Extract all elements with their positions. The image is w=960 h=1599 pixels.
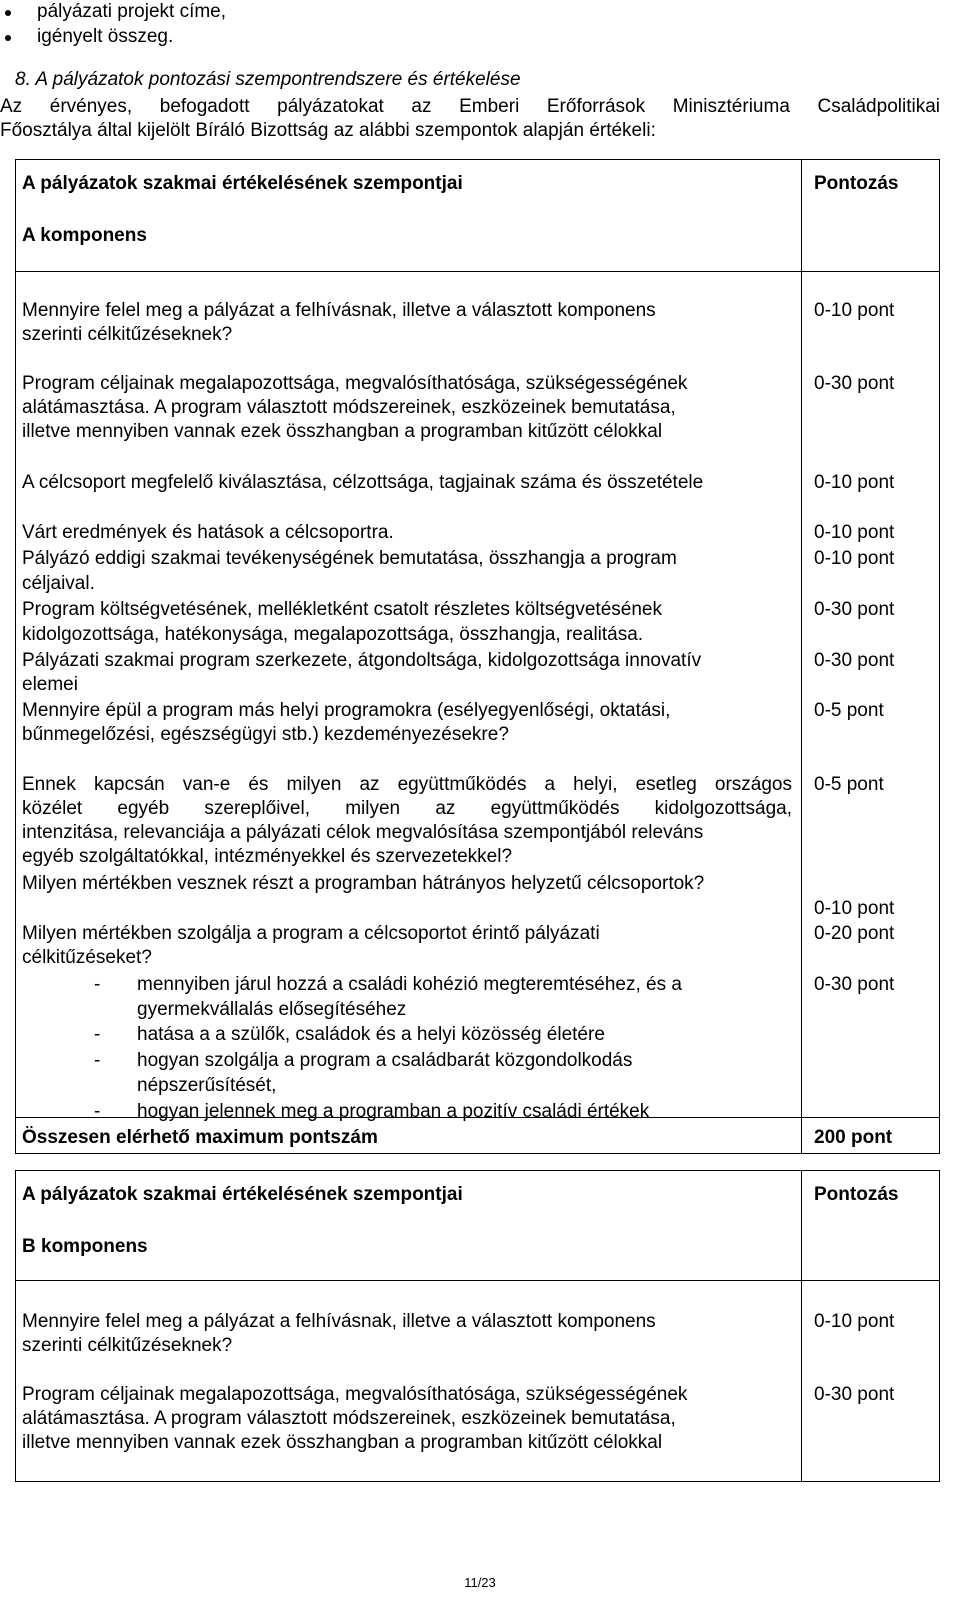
table-a-component: A komponens <box>22 225 147 246</box>
criteria-line: Milyen mértékben vesznek részt a programban hátrányos helyzetű célcsoportok? <box>22 873 705 894</box>
criteria-line: Milyen mértékben szolgálja a program a célcsoportot érintő pályázati <box>22 923 600 944</box>
criteria-line: Ennek kapcsán van-e és milyen az együttműködés a helyi, esetleg országos <box>22 774 792 795</box>
dash-marker: - <box>94 974 101 995</box>
section-heading: 8. A pályázatok pontozási szempontrendszere és értékelése <box>15 69 521 90</box>
points-value: 0-5 pont <box>814 774 884 795</box>
dash-marker: - <box>94 1024 101 1045</box>
criteria-line: céljaival. <box>22 573 95 594</box>
table-a-header-criteria: A pályázatok szakmai értékelésének szempontjai <box>22 173 463 194</box>
points-value: 0-5 pont <box>814 700 884 721</box>
criteria-line: egyéb szolgáltatókkal, intézményekkel és szervezetekkel? <box>22 846 513 867</box>
intro-line: Főosztálya által kijelölt Bíráló Bizottság az alábbi szempontok alapján értékeli: <box>0 120 656 141</box>
row-divider <box>16 1280 939 1281</box>
points-value: 0-10 pont <box>814 898 895 919</box>
criteria-line: Mennyire épül a program más helyi programokra (esélyegyenlőségi, oktatási, <box>22 700 671 721</box>
table-b-header-points: Pontozás <box>814 1184 899 1205</box>
criteria-line: Mennyire felel meg a pályázat a felhívásnak, illetve a választott komponens <box>22 1311 656 1332</box>
page-number: 11/23 <box>464 1575 496 1590</box>
sub-item-line: gyermekvállalás elősegítéséhez <box>137 999 407 1020</box>
dash-marker: - <box>94 1101 101 1122</box>
criteria-line: Pályázó eddigi szakmai tevékenységének bemutatása, összhangja a program <box>22 548 677 569</box>
dash-marker: - <box>94 1050 101 1071</box>
points-value: 0-30 pont <box>814 599 895 620</box>
points-value: 0-30 pont <box>814 373 895 394</box>
criteria-line: illetve mennyiben vannak ezek összhangban a programban kitűzött célokkal <box>22 1432 663 1453</box>
criteria-line: közélet egyéb szereplőivel, milyen az együttműködés kidolgozottsága, <box>22 798 792 819</box>
column-divider <box>801 1171 802 1481</box>
total-points: 200 pont <box>814 1127 893 1148</box>
table-a-header-points: Pontozás <box>814 173 899 194</box>
bullet-text: igényelt összeg. <box>37 26 174 47</box>
row-divider <box>16 271 939 272</box>
table-b-header-criteria: A pályázatok szakmai értékelésének szempontjai <box>22 1184 463 1205</box>
criteria-line: alátámasztása. A program választott módszereinek, eszközeinek bemutatása, <box>22 1408 676 1429</box>
criteria-line: Program céljainak megalapozottsága, megvalósíthatósága, szükségességének <box>22 373 688 394</box>
criteria-line: célkitűzéseket? <box>22 947 152 968</box>
criteria-line: elemei <box>22 674 78 695</box>
criteria-line: kidolgozottsága, hatékonysága, megalapozottsága, összhangja, realitása. <box>22 624 644 645</box>
criteria-line: intenzitása, relevanciája a pályázati célok megvalósítása szempontjából releváns <box>22 822 704 843</box>
points-value: 0-20 pont <box>814 923 895 944</box>
sub-item-line: mennyiben járul hozzá a családi kohézió megteremtéséhez, és a <box>137 974 682 995</box>
criteria-line: Program céljainak megalapozottsága, megvalósíthatósága, szükségességének <box>22 1384 688 1405</box>
criteria-line: Program költségvetésének, mellékletként csatolt részletes költségvetésének <box>22 599 662 620</box>
criteria-line: Mennyire felel meg a pályázat a felhívásnak, illetve a választott komponens <box>22 300 656 321</box>
table-b-component: B komponens <box>22 1236 148 1257</box>
points-value: 0-30 pont <box>814 650 895 671</box>
criteria-line: illetve mennyiben vannak ezek összhangban a programban kitűzött célokkal <box>22 421 663 442</box>
intro-line: Az érvényes, befogadott pályázatokat az Emberi Erőforrások Minisztériuma Családpolitikai <box>0 96 940 117</box>
points-value: 0-10 pont <box>814 472 895 493</box>
points-value: 0-10 pont <box>814 1311 895 1332</box>
bullet-icon <box>5 10 11 16</box>
criteria-line: bűnmegelőzési, egészségügyi stb.) kezdeményezésekre? <box>22 724 509 745</box>
sub-item-line: hatása a a szülők, családok és a helyi közösség életére <box>137 1024 605 1045</box>
criteria-line: szerinti célkitűzéseknek? <box>22 1335 233 1356</box>
points-value: 0-30 pont <box>814 1384 895 1405</box>
criteria-line: szerinti célkitűzéseknek? <box>22 324 233 345</box>
sub-item-line: hogyan szolgálja a program a családbarát közgondolkodás <box>137 1050 633 1071</box>
column-divider <box>801 160 802 1153</box>
bullet-icon <box>5 35 11 41</box>
criteria-line: alátámasztása. A program választott módszereinek, eszközeinek bemutatása, <box>22 397 676 418</box>
points-value: 0-10 pont <box>814 548 895 569</box>
points-value: 0-30 pont <box>814 974 895 995</box>
total-label: Összesen elérhető maximum pontszám <box>22 1127 378 1148</box>
points-value: 0-10 pont <box>814 522 895 543</box>
sub-item-line: hogyan jelennek meg a programban a pozitív családi értékek <box>137 1101 650 1122</box>
criteria-line: A célcsoport megfelelő kiválasztása, célzottsága, tagjainak száma és összetétele <box>22 472 704 493</box>
bullet-text: pályázati projekt címe, <box>37 1 227 22</box>
sub-item-line: népszerűsítését, <box>137 1075 277 1096</box>
criteria-line: Pályázati szakmai program szerkezete, átgondoltsága, kidolgozottsága innovatív <box>22 650 702 671</box>
points-value: 0-10 pont <box>814 300 895 321</box>
criteria-line: Várt eredmények és hatások a célcsoportra. <box>22 522 394 543</box>
